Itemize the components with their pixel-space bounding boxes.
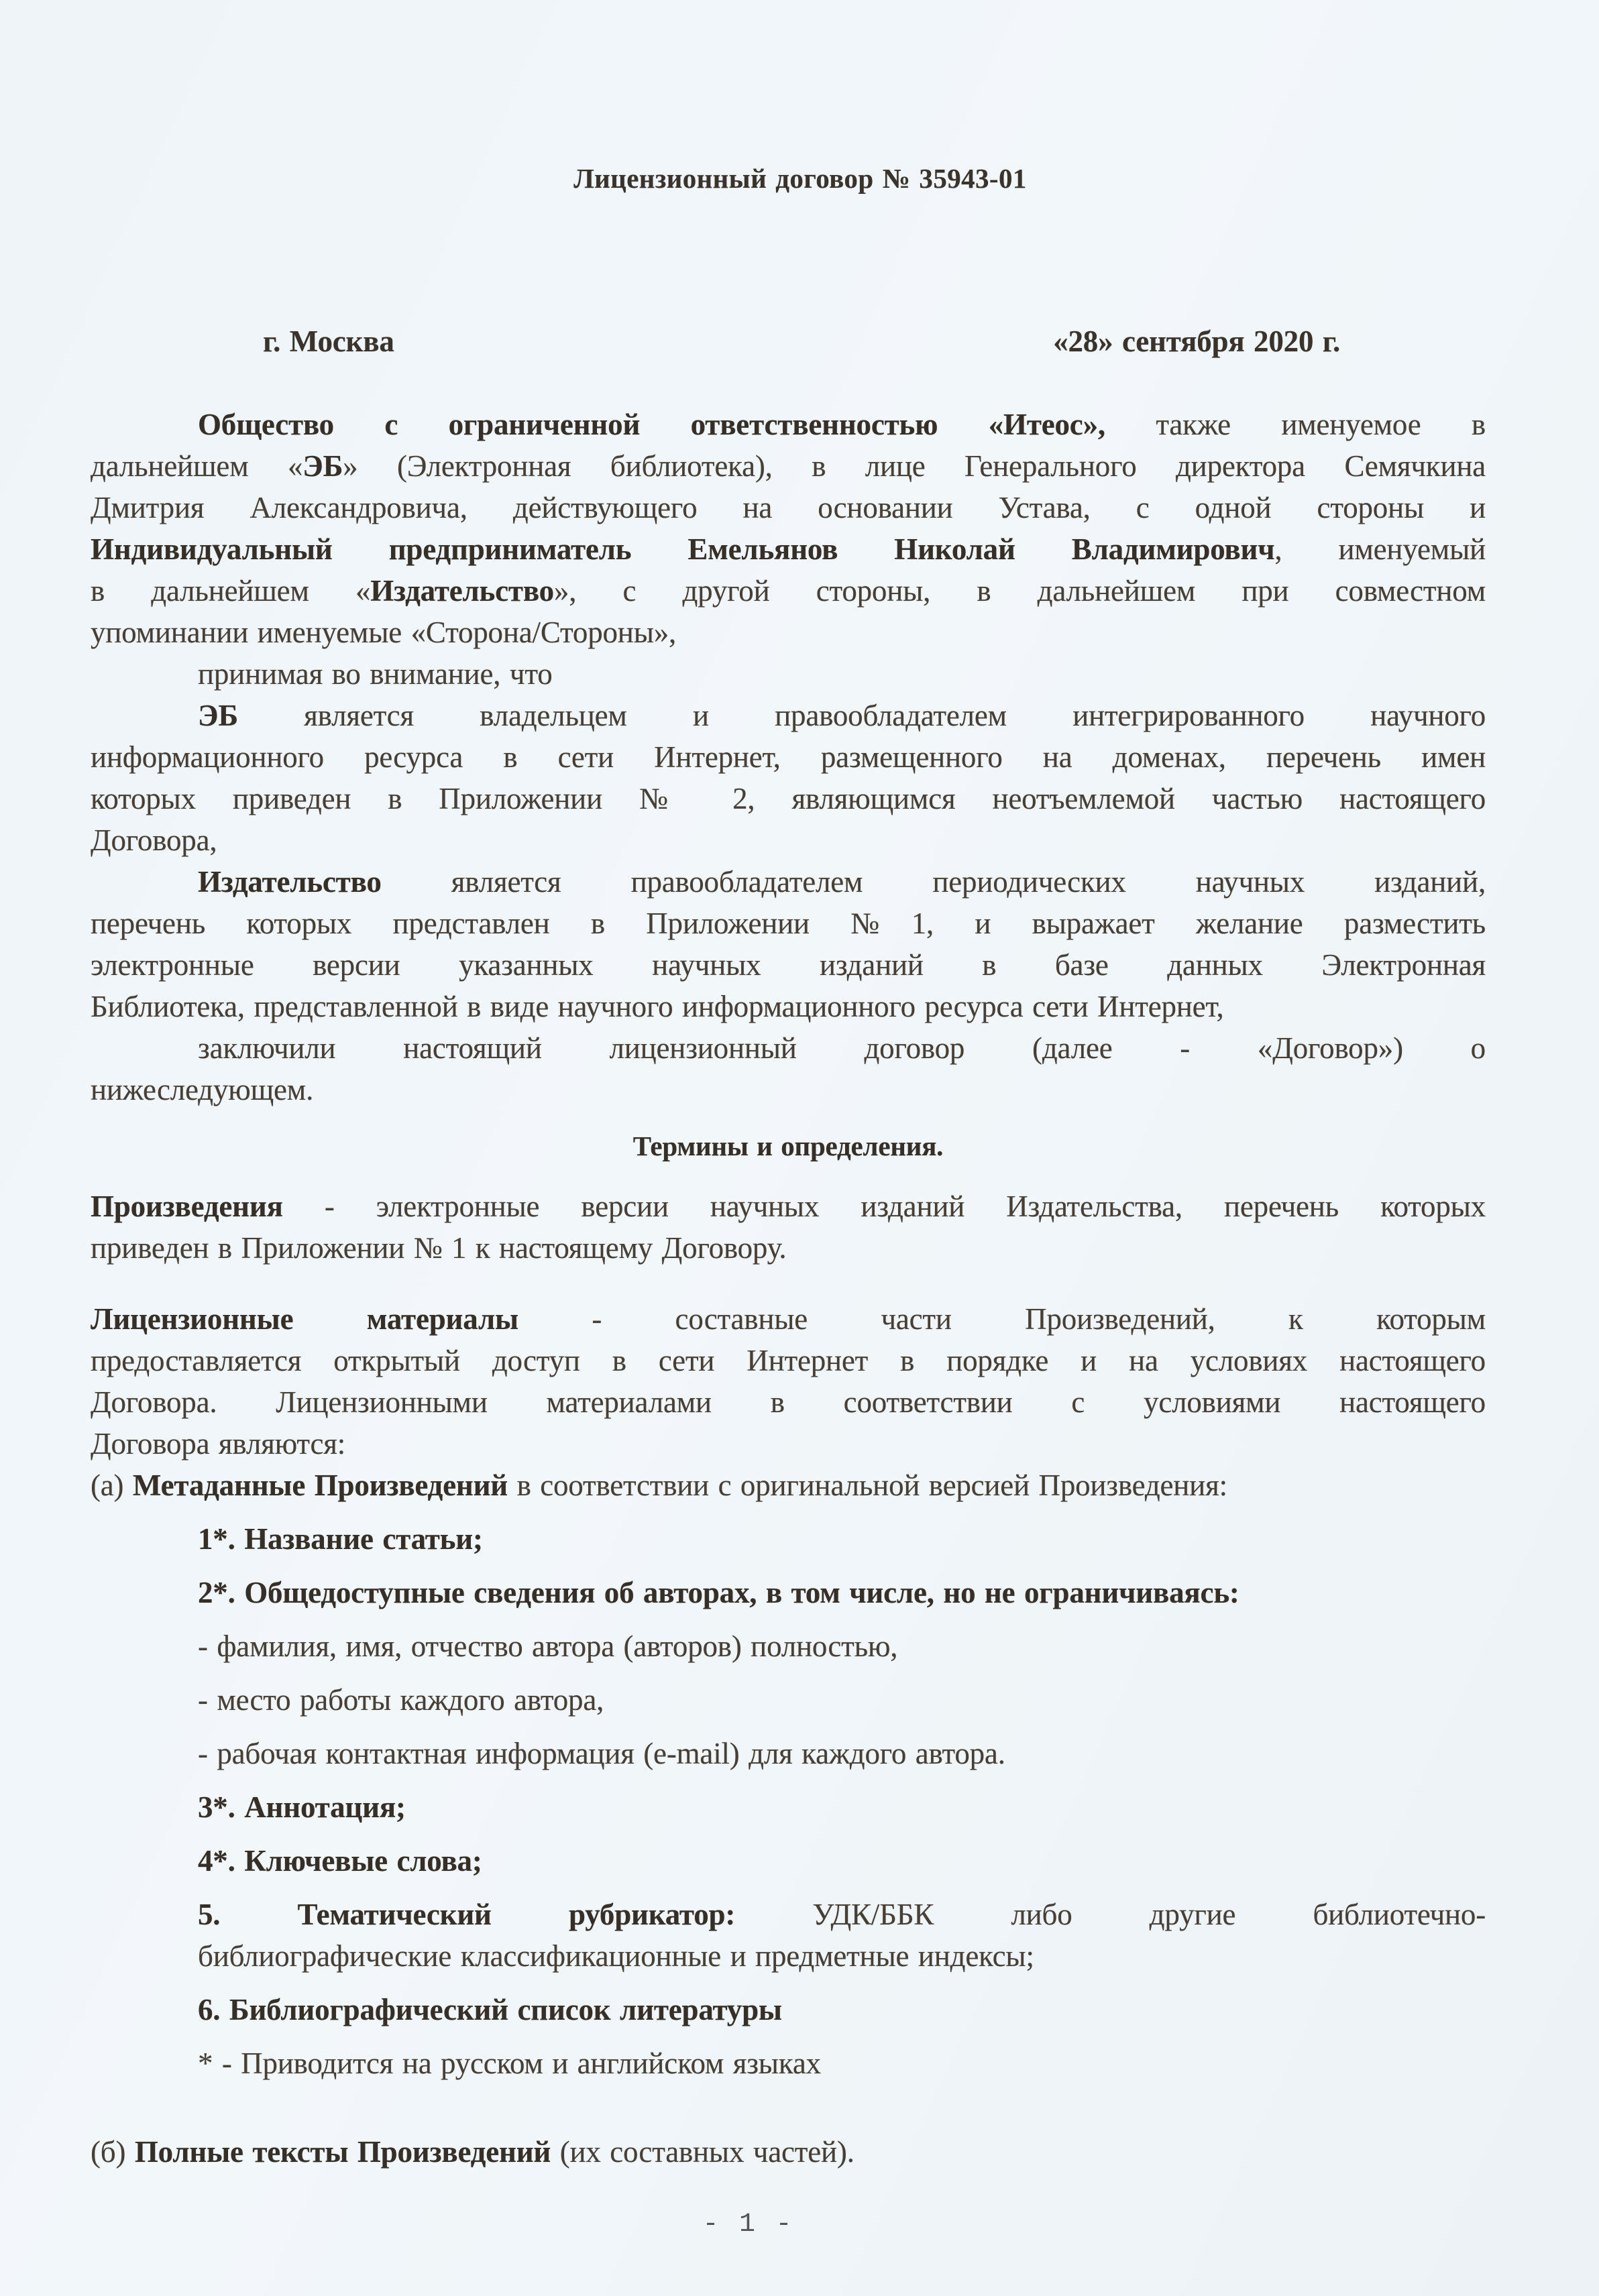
contract-body	[91, 404, 1486, 2173]
dateline	[91, 321, 1486, 362]
text-run: Договора. Лицензионными материалами в соответствии с условиями настоящего	[91, 1385, 1486, 1419]
bold-text-run: Издательство	[370, 574, 554, 608]
text-run: в дальнейшем «	[91, 574, 371, 608]
bold-text-run: ЭБ	[302, 449, 343, 483]
text-run: является владельцем и правообладателем интегрированного научного	[237, 699, 1486, 732]
place-label: г. Москва	[263, 325, 394, 358]
list-item	[198, 1989, 1486, 2030]
text-run: - рабочая контактная информация (e-mail) для каждого автора.	[198, 1737, 1005, 1770]
text-run: Библиотека, представленной в виде научного информационного ресурса сети Интернет,	[91, 990, 1224, 1023]
bold-text-run: Издательство	[198, 865, 382, 899]
text-line	[91, 861, 1486, 903]
text-line	[91, 1027, 1486, 1069]
text-line	[91, 404, 1486, 445]
text-line	[198, 1894, 1486, 1935]
text-run: » (Электронная библиотека), в лице Генерального директора Семячкина	[343, 449, 1486, 483]
text-run: - составные части Произведений, к которым	[518, 1302, 1486, 1336]
bold-text-run: 6. Библиографический список литературы	[198, 1993, 782, 2026]
text-run: упоминании именуемые «Сторона/Стороны»,	[91, 616, 677, 649]
list-item	[198, 1786, 1486, 1828]
text-block	[91, 2131, 1486, 2173]
text-line	[91, 1381, 1486, 1423]
text-run: библиографические классификационные и предметные индексы;	[198, 1939, 1034, 1973]
text-run: заключили настоящий лицензионный договор (далее - «Договор») о	[198, 1031, 1486, 1065]
bold-text-run: Лицензионные материалы	[91, 1302, 518, 1336]
page-number: - 1 -	[702, 2209, 793, 2240]
text-line	[91, 1423, 1486, 1465]
list-item	[198, 1572, 1486, 1613]
text-run: - фамилия, имя, отчество автора (авторов) полностью,	[198, 1629, 898, 1663]
dateline-spacer	[394, 321, 1054, 362]
text-run: информационного ресурса в сети Интернет, размещенного на доменах, перечень имен	[91, 740, 1486, 774]
text-run: приведен в Приложении № 1 к настоящему Договору.	[91, 1231, 787, 1265]
text-line	[91, 1125, 1486, 1167]
text-line	[91, 903, 1486, 944]
text-run: - электронные версии научных изданий Издательства, перечень которых	[282, 1190, 1486, 1223]
paragraph	[91, 1298, 1486, 1465]
text-run: Договора являются:	[91, 1427, 346, 1460]
text-line	[198, 1518, 1486, 1560]
text-line	[91, 1186, 1486, 1227]
list-item	[198, 1518, 1486, 1560]
text-line	[91, 570, 1486, 612]
text-line	[91, 653, 1486, 695]
text-line	[91, 612, 1486, 653]
list-paragraph	[198, 1894, 1486, 1977]
text-run: Договора,	[91, 823, 217, 857]
text-line	[91, 736, 1486, 778]
text-line	[91, 2131, 1486, 2173]
list-item	[198, 1733, 1486, 1774]
text-line	[91, 695, 1486, 736]
text-line	[91, 1298, 1486, 1340]
text-run: предоставляется открытый доступ в сети Интернет в порядке и на условиях настоящего	[91, 1344, 1486, 1377]
text-run: является правообладателем периодических научных изданий,	[381, 865, 1486, 899]
text-run: - место работы каждого автора,	[198, 1683, 604, 1717]
text-run: электронные версии указанных научных изданий в базе данных Электронная	[91, 948, 1486, 982]
text-run: УДК/ББК либо другие библиотечно-	[735, 1898, 1486, 1931]
paragraph	[91, 1027, 1486, 1110]
text-run: , именуемый	[1274, 532, 1486, 566]
text-line	[91, 986, 1486, 1027]
bold-text-run: Общество с ограниченной ответственностью «Итеос»,	[198, 408, 1105, 441]
text-run: в соответствии с оригинальной версией Произведения:	[508, 1469, 1227, 1502]
text-run: принимая во внимание, что	[198, 657, 553, 691]
text-run: нижеследующем.	[91, 1073, 314, 1106]
text-line	[198, 1733, 1486, 1774]
text-line	[91, 445, 1486, 487]
paragraph	[91, 861, 1486, 1027]
text-run: », с другой стороны, в дальнейшем при совместном	[553, 574, 1486, 608]
text-line	[91, 778, 1486, 819]
bold-text-run: 2*. Общедоступные сведения об авторах, в том числе, но не ограничиваясь:	[198, 1576, 1239, 1609]
text-run: (а)	[91, 1469, 133, 1502]
list-item	[198, 2043, 1486, 2084]
bold-text-run: Произведения	[91, 1190, 283, 1223]
text-line	[198, 1625, 1486, 1667]
text-run: дальнейшем «	[91, 449, 303, 483]
text-line	[198, 1989, 1486, 2030]
text-line	[198, 1572, 1486, 1613]
bold-text-run: ЭБ	[198, 699, 238, 732]
list-item	[198, 1679, 1486, 1721]
section-heading	[91, 1125, 1486, 1167]
paragraph	[91, 404, 1486, 653]
paragraph	[91, 695, 1486, 861]
text-run: Дмитрия Александровича, действующего на основании Устава, с одной стороны и	[91, 491, 1486, 524]
bold-text-run: 1*. Название статьи;	[198, 1522, 483, 1556]
bold-text-run: 5. Тематический рубрикатор:	[198, 1898, 736, 1931]
text-line	[91, 1069, 1486, 1110]
text-line	[198, 1840, 1486, 1882]
bold-text-run: Полные тексты Произведений	[134, 2135, 551, 2169]
text-line	[198, 1679, 1486, 1721]
text-run: (б)	[91, 2135, 135, 2169]
text-line	[91, 1227, 1486, 1269]
date-label: «28» сентября 2020 г.	[1053, 325, 1340, 358]
bold-text-run: 4*. Ключевые слова;	[198, 1844, 482, 1878]
bold-text-run: Индивидуальный предприниматель Емельянов Николай Владимирович	[91, 532, 1275, 566]
bold-text-run: Термины и определения.	[632, 1131, 944, 1161]
text-run: перечень которых представлен в Приложении №1, и выражает желание разместить	[91, 907, 1486, 940]
text-run: (их составных частей).	[551, 2135, 854, 2169]
text-line	[198, 2043, 1486, 2084]
text-block	[91, 653, 1486, 695]
paragraph	[91, 1186, 1486, 1269]
text-line	[91, 1465, 1486, 1506]
bold-text-run: Метаданные Произведений	[132, 1469, 508, 1502]
list-item	[198, 1840, 1486, 1882]
bold-text-run: 3*. Аннотация;	[198, 1790, 406, 1824]
text-line	[91, 1340, 1486, 1381]
text-line	[198, 1786, 1486, 1828]
text-line	[198, 1935, 1486, 1977]
text-line	[91, 819, 1486, 861]
text-run: также именуемое в	[1105, 408, 1486, 441]
text-run: которых приведен в Приложении № 2, являющимся неотъемлемой частью настоящего	[91, 782, 1486, 815]
text-run: * - Приводится на русском и английском языках	[198, 2047, 821, 2080]
text-block	[91, 1465, 1486, 1506]
text-line	[91, 487, 1486, 528]
list-item	[198, 1625, 1486, 1667]
text-line	[91, 944, 1486, 986]
contract-title: Лицензионный договор № 35943-01	[573, 163, 1027, 194]
text-line	[91, 528, 1486, 570]
